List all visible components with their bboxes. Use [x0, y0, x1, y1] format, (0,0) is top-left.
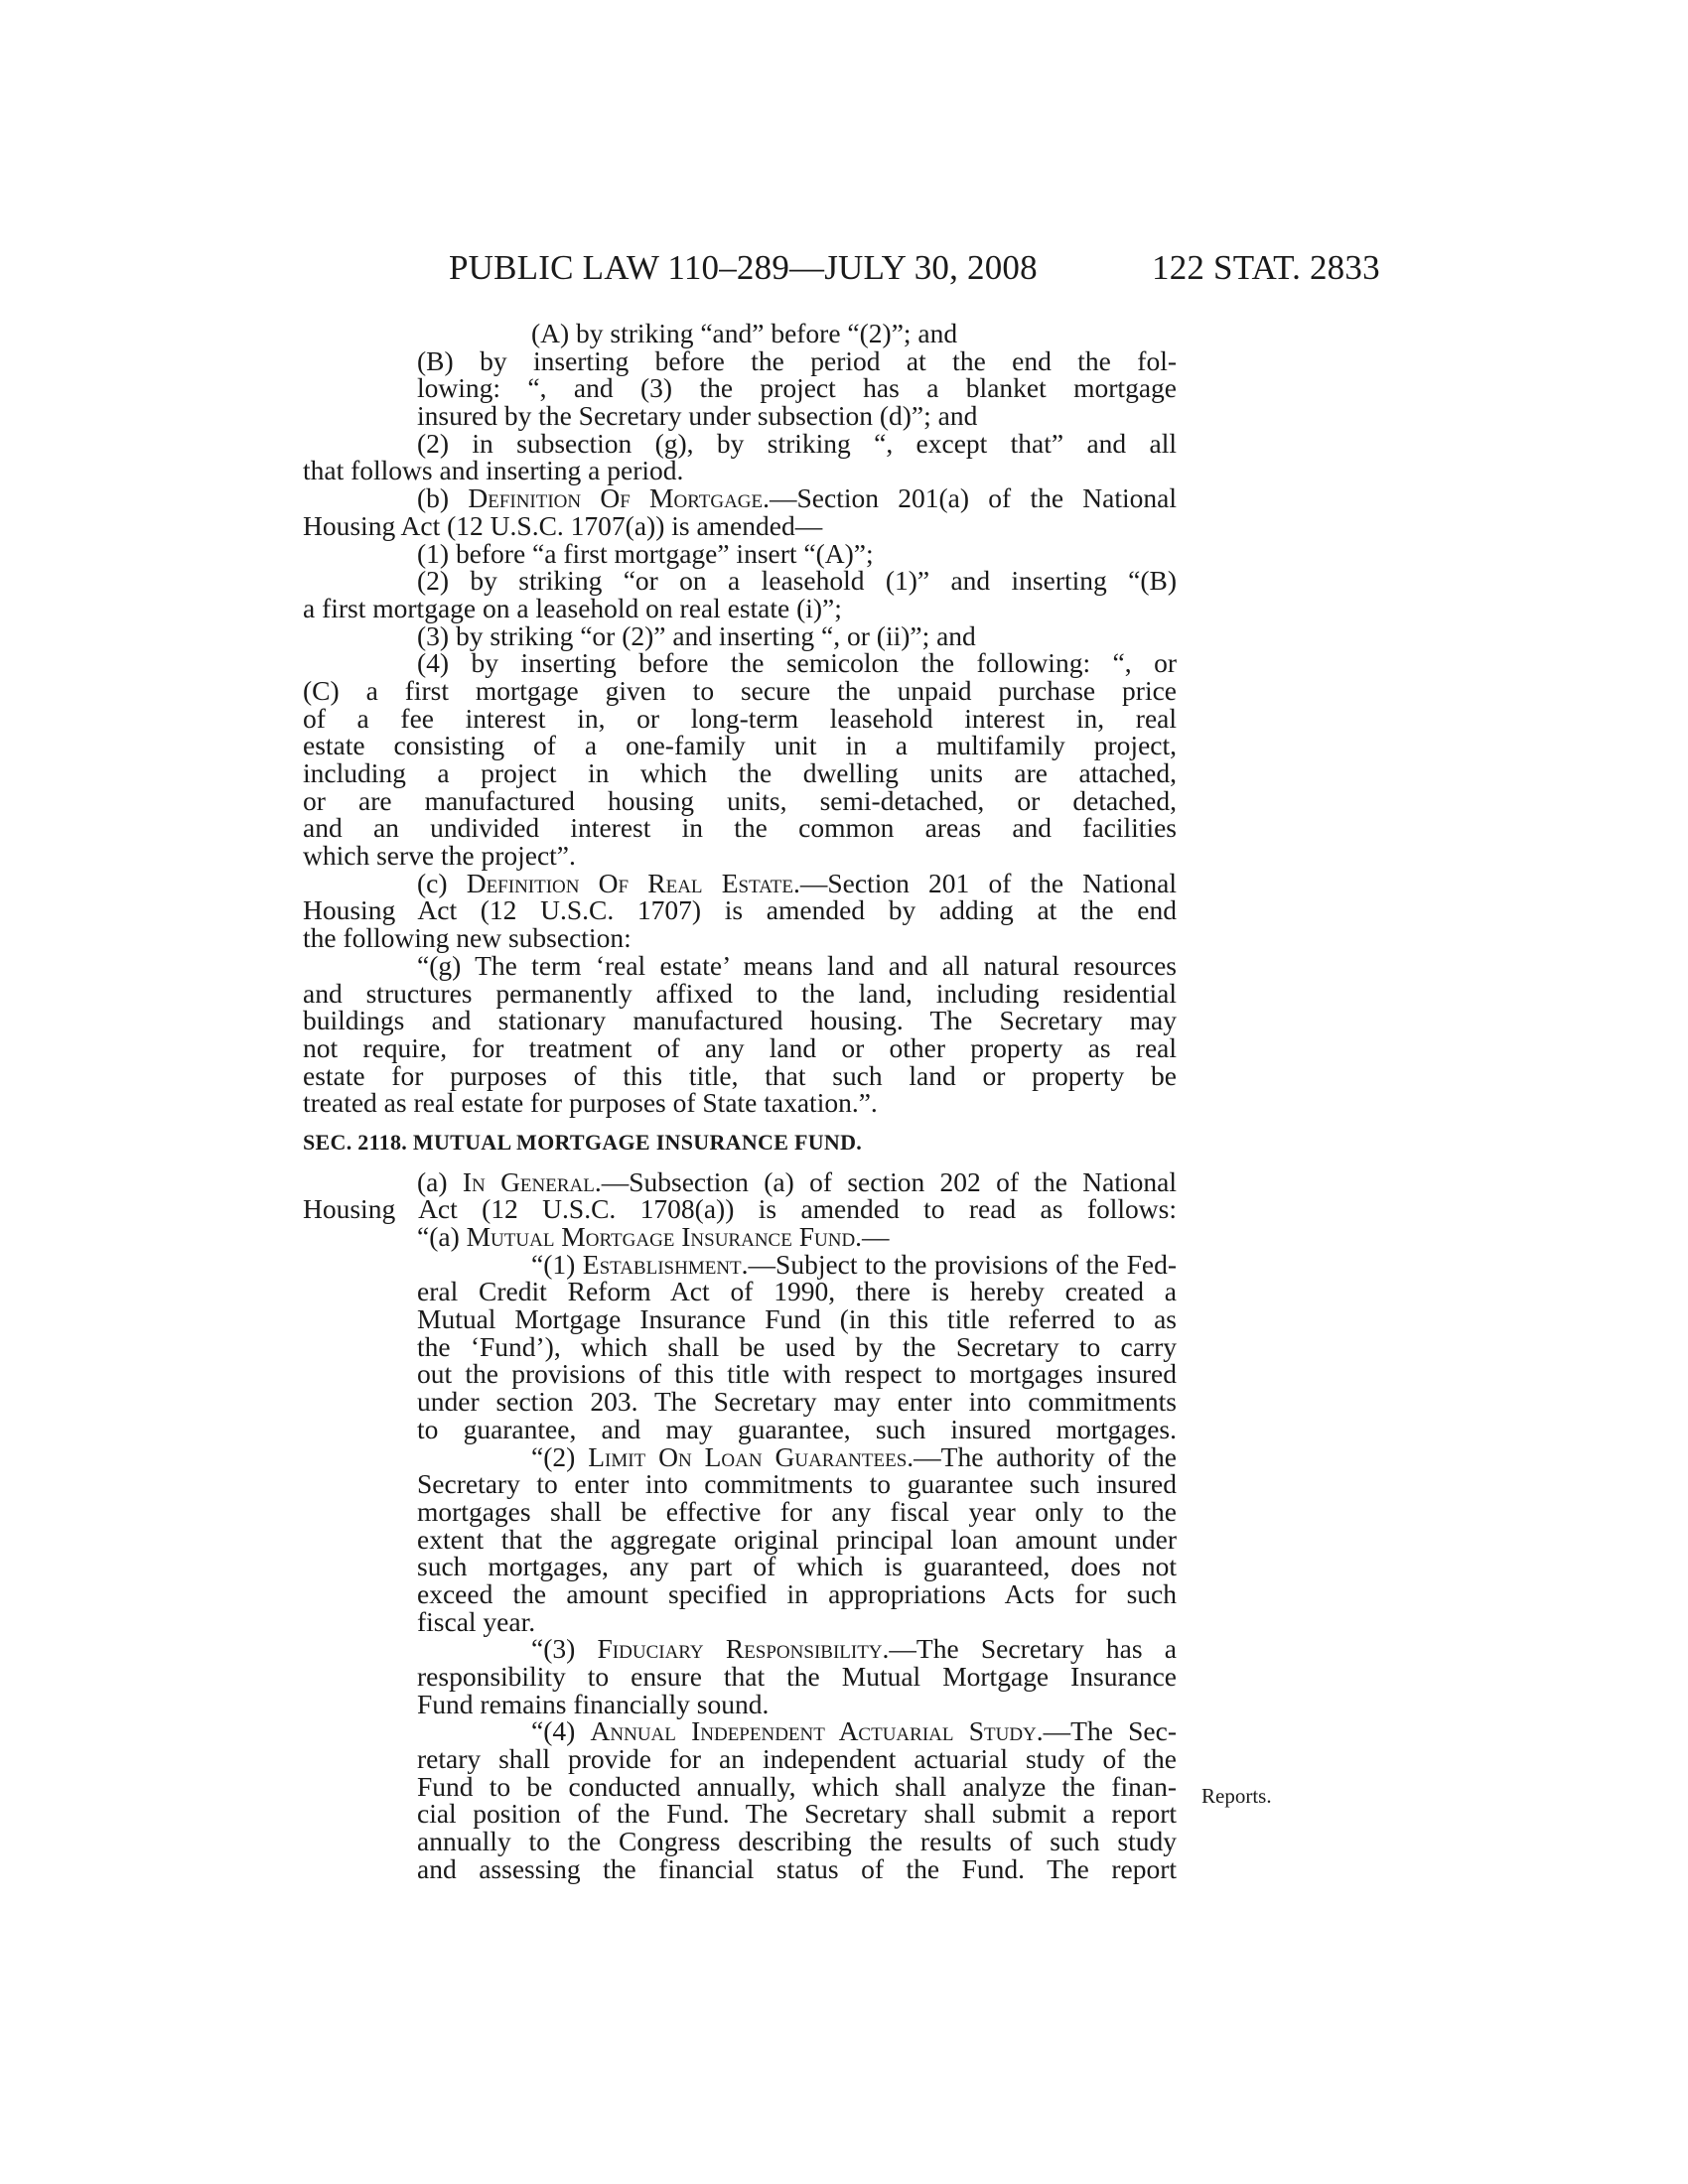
text-line: “(1) Establishment.—Subject to the provisions of the Fed- [531, 1248, 1177, 1280]
text-line: cial position of the Fund. The Secretary shall submit a report [417, 1798, 1177, 1830]
text-line: a first mortgage on a leasehold on real estate (i)”; [303, 592, 842, 623]
text-line: the ‘Fund’), which shall be used by the Secretary to carry [417, 1330, 1177, 1362]
text-line: “(a) Mutual Mortgage Insurance Fund.— [417, 1221, 890, 1252]
text-line: under section 203. The Secretary may enter into commitments [417, 1386, 1177, 1418]
text-line: “(2) Limit On Loan Guarantees.—The authority of the [531, 1440, 1178, 1472]
text-line: “(3) Fiduciary Responsibility.—The Secretary has a [531, 1633, 1177, 1665]
text-line: mortgages shall be effective for any fiscal year only to the [417, 1495, 1177, 1527]
text-line: Housing Act (12 U.S.C. 1708(a)) is amended to read as follows: [303, 1193, 1177, 1225]
running-head: PUBLIC LAW 110–289—JULY 30, 2008 [449, 248, 1038, 287]
text-line: “(4) Annual Independent Actuarial Study.—The Sec- [531, 1715, 1178, 1747]
text-line: (a) In General.—Subsection (a) of section 202 of the National [417, 1165, 1177, 1197]
section-heading: SEC. 2118. MUTUAL MORTGAGE INSURANCE FUND. [303, 1129, 863, 1155]
text-line: (B) by inserting before the period at the end the fol- [417, 344, 1177, 376]
text-line: to guarantee, and may guarantee, such insured mortgages. [417, 1413, 1177, 1444]
text-line: (b) Definition Of Mortgage.—Section 201(a) of the National [417, 482, 1177, 514]
text-line: (C) a first mortgage given to secure the unpaid purchase price [303, 674, 1177, 706]
text-line: extent that the aggregate original principal loan amount under [417, 1523, 1177, 1555]
text-line: Fund remains financially sound. [417, 1688, 770, 1719]
body-text [303, 320, 1177, 1883]
text-line: of a fee interest in, or long-term leasehold interest in, real [303, 702, 1177, 734]
text-line: exceed the amount specified in appropriations Acts for such [417, 1577, 1177, 1609]
text-line: eral Credit Reform Act of 1990, there is hereby created a [417, 1276, 1177, 1307]
text-line: which serve the project”. [303, 840, 576, 872]
text-line: including a project in which the dwelling units are attached, [303, 757, 1177, 788]
text-line: “(g) The term ‘real estate’ means land and all natural resources [417, 949, 1177, 981]
text-line: and an undivided interest in the common areas and facilities [303, 812, 1177, 844]
text-line: Housing Act (12 U.S.C. 1707) is amended by adding at the end [303, 894, 1177, 926]
text-line: buildings and stationary manufactured housing. The Secretary may [303, 1005, 1177, 1036]
text-line: responsibility to ensure that the Mutual Mortgage Insurance [417, 1661, 1177, 1692]
text-line: estate for purposes of this title, that such land or property be [303, 1059, 1177, 1091]
text-line: (A) by striking “and” before “(2)”; and [531, 318, 958, 348]
text-line: the following new subsection: [303, 922, 632, 954]
text-line: annually to the Congress describing the results of such study [417, 1826, 1177, 1857]
text-line: estate consisting of a one-family unit in a multifamily project, [303, 730, 1177, 761]
text-line: not require, for treatment of any land or other property as real [303, 1031, 1177, 1063]
text-line: Housing Act (12 U.S.C. 1707(a)) is amended— [303, 509, 823, 541]
text-line: insured by the Secretary under subsection (d)”; and [417, 400, 978, 432]
text-line: Fund to be conducted annually, which shall analyze the finan- [417, 1770, 1177, 1802]
text-line: out the provisions of this title with respect to mortgages insured [417, 1358, 1177, 1390]
margin-note: Reports. [1201, 1784, 1272, 1808]
page-number: 122 STAT. 2833 [1152, 248, 1380, 287]
text-line: and assessing the financial status of the Fund. The report [417, 1852, 1177, 1884]
text-line: Secretary to enter into commitments to guarantee such insured [417, 1468, 1177, 1500]
text-line: (2) by striking “or on a leasehold (1)” and inserting “(B) [417, 565, 1177, 597]
text-line: that follows and inserting a period. [303, 455, 684, 486]
text-line: or are manufactured housing units, semi-detached, or detached, [303, 784, 1177, 816]
text-line: (c) Definition Of Real Estate.—Section 201 of the National [417, 867, 1178, 898]
text-line: (1) before “a first mortgage” insert “(A)”; [417, 537, 874, 569]
text-line: fiscal year. [417, 1605, 536, 1637]
text-line: (3) by striking “or (2)” and inserting “, or (ii)”; and [417, 619, 976, 651]
text-line: retary shall provide for an independent actuarial study of the [417, 1743, 1177, 1775]
text-line: lowing: “, and (3) the project has a blanket mortgage [417, 372, 1177, 404]
text-line: such mortgages, any part of which is guaranteed, does not [417, 1551, 1177, 1582]
text-line: (4) by inserting before the semicolon the following: “, or [417, 647, 1177, 679]
text-line: treated as real estate for purposes of State taxation.”. [303, 1087, 878, 1119]
text-line: and structures permanently affixed to the land, including residential [303, 977, 1177, 1009]
text-line: Mutual Mortgage Insurance Fund (in this title referred to as [417, 1303, 1177, 1335]
text-line: (2) in subsection (g), by striking “, except that” and all [417, 427, 1177, 459]
